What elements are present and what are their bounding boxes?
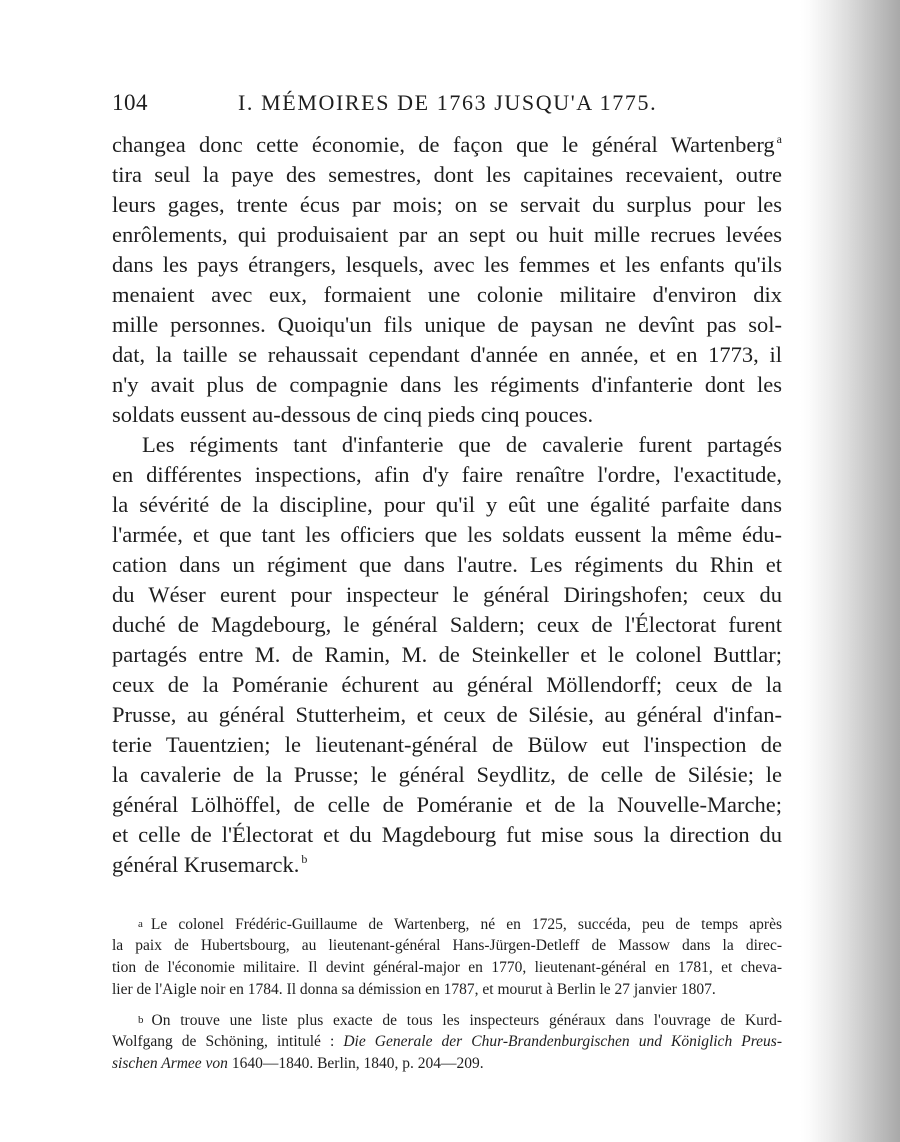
footnote-b-marker: b	[138, 1014, 144, 1026]
text-line: terie Tauentzien; le lieutenant-général de Bülow eut l'inspection de	[112, 732, 782, 757]
text-line: dat, la taille se rehaussait cependant d'année en année, et en 1773, il	[112, 342, 782, 367]
text-line: cation dans un régiment que dans l'autre. Les régiments du Rhin et	[112, 552, 782, 577]
text-line: leurs gages, trente écus par mois; on se servait du surplus pour les	[112, 192, 782, 217]
text-line: duché de Magdebourg, le général Saldern; ceux de l'Électorat furent	[112, 612, 782, 637]
footnote-a-line: lier de l'Aigle noir en 1784. Il donna sa démission en 1787, et mourut à Berlin le 27 janvier 1807.	[112, 981, 716, 998]
text-line: n'y avait plus de compagnie dans les régiments d'infanterie dont les	[112, 372, 782, 397]
text-line: tira seul la paye des semestres, dont les capitaines recevaient, outre	[112, 162, 782, 187]
text-line: la sévérité de la discipline, pour qu'il y eût une égalité parfaite dans	[112, 492, 782, 517]
text-line: enrôlements, qui produisaient par an sept ou huit mille recrues levées	[112, 222, 782, 247]
footnote-b-line: sischen Armee von 1640—1840. Berlin, 1840, p. 204—209.	[112, 1055, 484, 1072]
text-line: en différentes inspections, afin d'y faire renaître l'ordre, l'exactitude,	[112, 462, 782, 487]
text-line: l'armée, et que tant les officiers que les soldats eussent la même édu-	[112, 522, 782, 547]
page-edge-shadow	[810, 0, 900, 1142]
text-line: Prusse, au général Stutterheim, et ceux de Silésie, au général d'infan-	[112, 702, 782, 727]
text-line: partagés entre M. de Ramin, M. de Steinkeller et le colonel Buttlar;	[112, 642, 782, 667]
book-title-italic: Die Generale der Chur-Brandenburgischen und Königlich Preus-	[343, 1033, 783, 1050]
text-line: mille personnes. Quoiqu'un fils unique de paysan ne devînt pas sol-	[112, 312, 782, 337]
text-line: soldats eussent au-dessous de cinq pieds cinq pouces.	[112, 402, 594, 427]
running-title: I. MÉMOIRES DE 1763 JUSQU'A 1775.	[238, 90, 658, 115]
footnote-ref-b[interactable]: b	[301, 852, 308, 866]
footnotes	[112, 913, 782, 1075]
footnote-b-line: b On trouve une liste plus exacte de tous les inspecteurs généraux dans l'ouvrage de Kurd-	[138, 1012, 782, 1029]
footnote-a-line: a Le colonel Frédéric-Guillaume de Wartenberg, né en 1725, succéda, peu de temps après	[138, 916, 782, 933]
page-number: 104	[112, 90, 148, 115]
main-text	[112, 130, 782, 880]
text-line: et celle de l'Électorat et du Magdebourg fut mise sous la direction du	[112, 822, 782, 847]
text-line: dans les pays étrangers, lesquels, avec les femmes et les enfants qu'ils	[112, 252, 782, 277]
text-line: la cavalerie de la Prusse; le général Seydlitz, de celle de Silésie; le	[112, 762, 782, 787]
text-line: général Krusemarck. $^b$	[112, 852, 308, 877]
footnote-a-marker: a	[138, 918, 143, 930]
footnote-ref-a[interactable]: a	[776, 132, 782, 146]
text-line: menaient avec eux, formaient une colonie militaire d'environ dix	[112, 282, 782, 307]
text-line: du Wéser eurent pour inspecteur le général Diringshofen; ceux du	[112, 582, 782, 607]
footnote-a-line: tion de l'économie militaire. Il devint général-major en 1770, lieutenant-général en 1781, et cheva-	[112, 959, 782, 976]
footnote-gap	[112, 1001, 782, 1009]
page-header	[112, 90, 782, 122]
text-line: général Lölhöffel, de celle de Poméranie et de la Nouvelle-Marche;	[112, 792, 782, 817]
book-title-italic: sischen Armee von	[112, 1055, 228, 1072]
text-line: changea donc cette économie, de façon que le général Wartenberg $^a$	[112, 132, 782, 157]
footnote-a-line: la paix de Hubertsbourg, au lieutenant-général Hans-Jürgen-Detleff de Massow dans la direc-	[112, 937, 782, 954]
paragraph-start-line: Les régiments tant d'infanterie que de cavalerie furent partagés	[142, 432, 782, 457]
text-line: ceux de la Poméranie échurent au général Möllendorff; ceux de la	[112, 672, 782, 697]
footnote-b-line: Wolfgang de Schöning, intitulé : Die Generale der Chur-Brandenburgischen und Königlich Preus-	[112, 1033, 783, 1050]
